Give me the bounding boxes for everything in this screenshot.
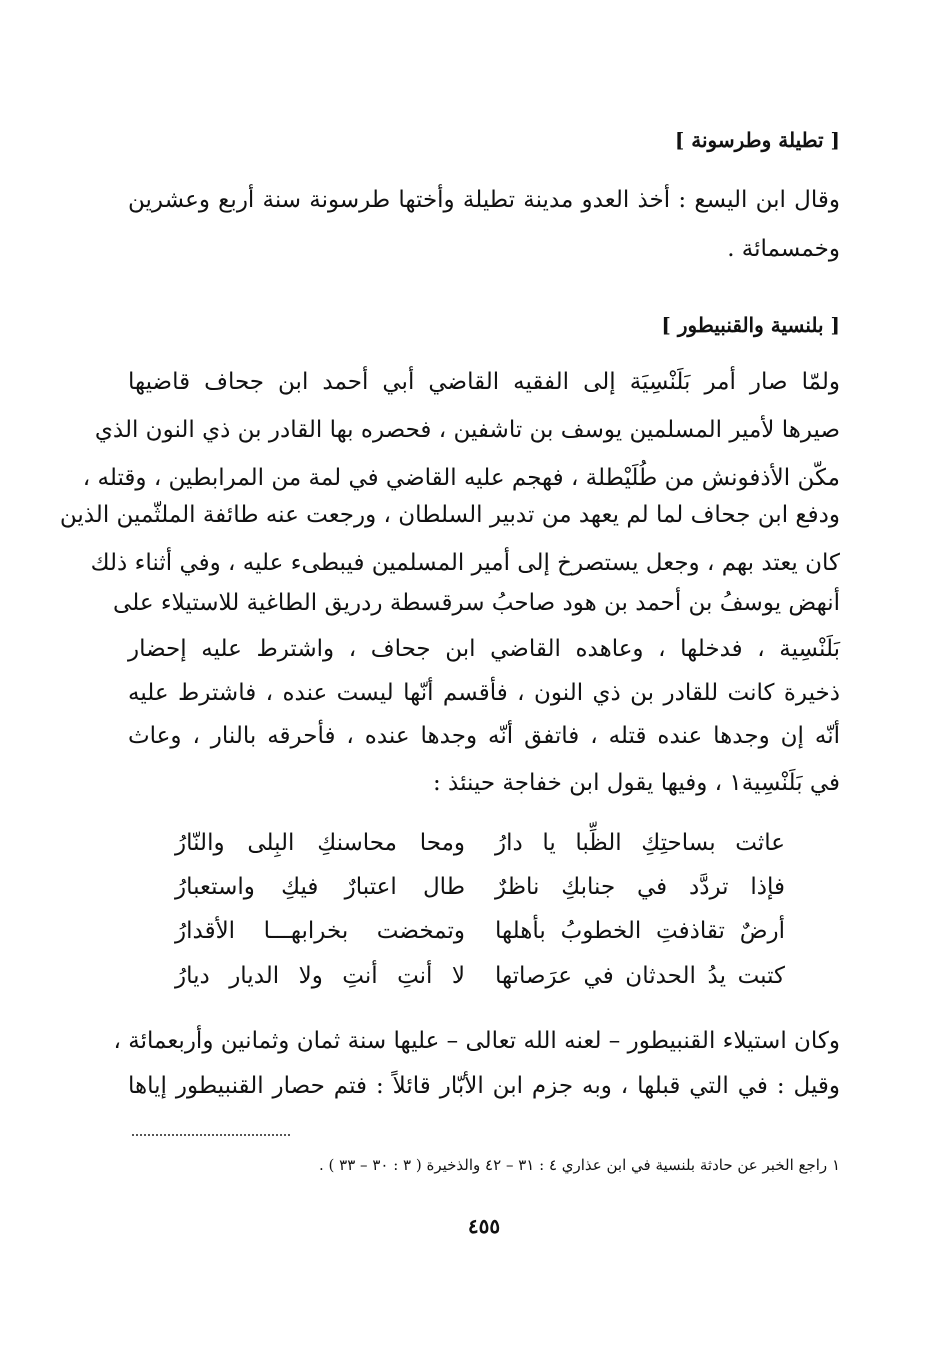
verse-second-hemistich: وتمخضت بخرابهـــا الأقدارُ: [175, 918, 465, 944]
paragraph-line: مكّن الأذفونش من طُلَيْطلة ، فهجم عليه القاضي في لمة من المرابطين ، وقتله ،: [82, 465, 840, 491]
footnote-divider: [132, 1134, 290, 1136]
paragraph-line: وقال ابن اليسع : أخذ العدو مدينة تطيلة وأختها طرسونة سنة أربع وعشرين: [128, 187, 840, 213]
section-heading-tudela: [ تطيلة وطرسونة ]: [674, 128, 840, 152]
poem-verse: [175, 918, 785, 954]
paragraph-line: ودفع ابن جحاف لما لم يعهد من تدبير السلطان ، ورجعت عنه طائفة الملثّمين الذين: [59, 502, 840, 528]
paragraph-line: أنّه إن وجدها عنده قتله ، فاتفق أنّه وجدها عنده ، فأحرقه بالنار ، وعاث: [128, 723, 840, 749]
paragraph-line: وقيل : في التي قبلها ، وبه جزم ابن الأبّار قائلاً : فتم حصار القنبيطور إياها: [128, 1073, 840, 1099]
paragraph-line: بَلَنْسِية ، فدخلها ، وعاهده القاضي ابن جحاف ، واشترط عليه إحضار: [128, 636, 840, 662]
verse-second-hemistich: لا أنتِ أنتِ ولا الديار ديارُ: [175, 963, 465, 989]
verse-first-hemistich: عاثت بساحتِكِ الظِّبا يا دارُ: [495, 830, 785, 856]
document-page: [59, 0, 840, 1356]
paragraph-line: كان يعتد بهم ، وجعل يستصرخ إلى أمير المسلمين فيبطىء عليه ، وفي أثناء ذلك: [90, 550, 840, 576]
poem-verse: [175, 963, 785, 999]
footnote: ١ راجع الخبر عن حادثة بلنسية في ابن عذاري ٤ : ٣١ – ٤٢ والذخيرة ( ٣ : ٣٠ – ٣٣ ) .: [318, 1156, 840, 1174]
verse-second-hemistich: ومحا محاسنكِ البِلى والنّارُ: [175, 830, 465, 856]
section-heading-valencia: [ بلنسية والقنبيطور ]: [661, 313, 840, 337]
poem-verse: [175, 874, 785, 910]
paragraph-line: في بَلَنْسِية١ ، وفيها يقول ابن خفاجة حينئذ :: [432, 770, 840, 796]
verse-second-hemistich: طال اعتبارٌ فيكِ واستعبارُ: [175, 874, 465, 900]
verse-first-hemistich: كتبت يدُ الحدثان في عرَصاتها: [495, 963, 785, 989]
paragraph-line: وكان استيلاء القنبيطور – لعنه الله تعالى – عليها سنة ثمان وثمانين وأربعمائة ،: [113, 1028, 840, 1054]
paragraph-line: ولمّا صار أمر بَلَنْسِيَة إلى الفقيه القاضي أبي أحمد ابن جحاف قاضيها: [128, 369, 840, 395]
verse-first-hemistich: فإذا تردَّد في جنابكِ ناظرٌ: [495, 874, 785, 900]
page-number: ٤٥٥: [467, 1214, 501, 1238]
paragraph-line: وخمسمائة .: [727, 236, 840, 262]
poem-verse: [175, 830, 785, 866]
paragraph-line: أنهض يوسفُ بن أحمد بن هود صاحبُ سرقسطة ردريق الطاغية للاستيلاء على: [113, 590, 840, 616]
verse-first-hemistich: أرضٌ تقاذفتِ الخطوبُ بأهلها: [495, 918, 785, 944]
paragraph-line: صيرها لأمير المسلمين يوسف بن تاشفين ، فحصره بها القادر بن ذي النون الذي: [94, 417, 840, 443]
paragraph-line: ذخيرة كانت للقادر بن ذي النون ، فأقسم أنّها ليست عنده ، فاشترط عليه: [128, 680, 840, 706]
